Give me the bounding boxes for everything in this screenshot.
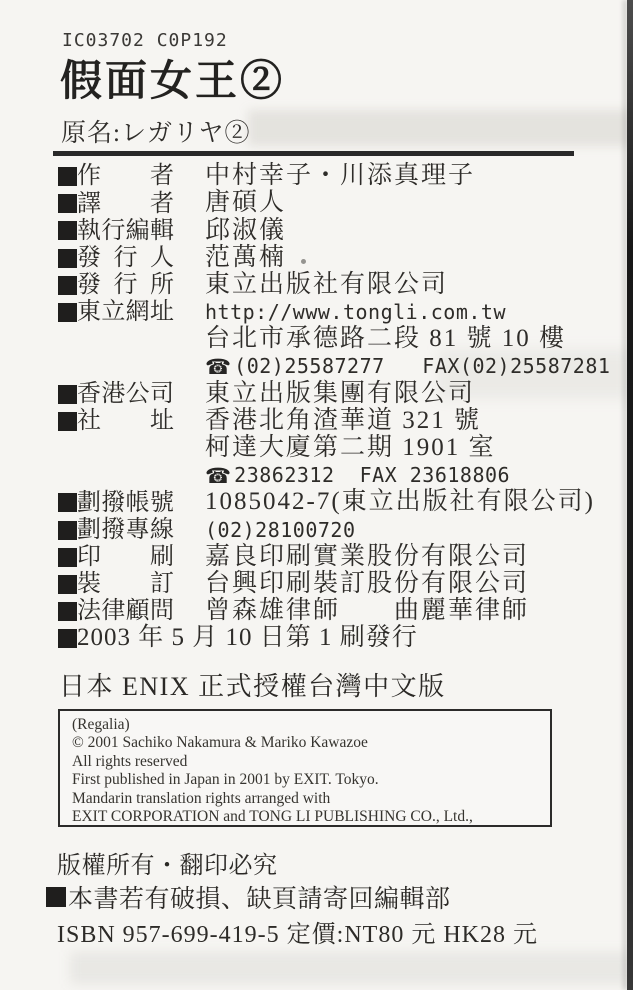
- credit-row: [58, 190, 610, 217]
- credit-row: [58, 326, 610, 353]
- credit-value: 東立出版社有限公司: [205, 270, 449, 298]
- credit-row: [58, 435, 610, 462]
- bullet-square-icon: [58, 602, 77, 621]
- credit-value: 1085042-7(東立出版社有限公司): [205, 488, 595, 516]
- bullet-square-icon: [58, 629, 77, 648]
- bullet-square-icon: [58, 167, 77, 186]
- credit-value: 中村幸子・川添真理子: [205, 162, 476, 190]
- credit-label: 印刷: [77, 544, 174, 571]
- damage-notice-row: [46, 879, 451, 915]
- bullet-square-icon: [58, 249, 77, 268]
- bullet-square-icon: [58, 303, 77, 322]
- credit-label: 裝訂: [77, 571, 174, 598]
- credit-row: [58, 625, 610, 652]
- credit-value: 2003 年 5 月 10 日第 1 刷發行: [77, 624, 418, 652]
- copyright-line: © 2001 Sachiko Nakamura & Mariko Kawazoe: [72, 734, 368, 752]
- credit-label: 香港公司: [77, 380, 174, 407]
- scan-smudge-artifact: [70, 952, 630, 984]
- credit-row: [58, 381, 610, 408]
- copyright-box: [58, 709, 552, 827]
- credit-label: 發行人: [77, 244, 174, 271]
- phone-icon: ☎: [205, 463, 232, 488]
- credit-value: (02)28100720: [205, 517, 356, 542]
- bullet-square-icon: [58, 276, 77, 295]
- credit-row: [58, 598, 610, 625]
- credit-value: 台興印刷裝訂股份有限公司: [205, 570, 530, 598]
- damage-notice: 本書若有破損、缺頁請寄回編輯部: [68, 886, 451, 913]
- credit-value: 23862312 FAX 23618806: [234, 463, 511, 488]
- credit-label: 法律顧問: [77, 598, 174, 625]
- credit-row: [58, 353, 610, 380]
- bullet-square-icon: [58, 385, 77, 404]
- credit-value: http://www.tongli.com.tw: [205, 300, 506, 325]
- bullet-square-icon: [58, 194, 77, 213]
- book-title: 假面女王②: [60, 59, 286, 105]
- scan-smudge-artifact: [248, 110, 630, 146]
- copyright-line: (Regalia): [72, 716, 130, 733]
- credit-value: 唐碩人: [205, 189, 287, 217]
- page-edge-shadow: [627, 0, 633, 990]
- credit-value: 嘉良印刷實業股份有限公司: [205, 542, 530, 570]
- credit-value: 東立出版集團有限公司: [205, 379, 476, 407]
- credit-row: [58, 516, 610, 543]
- credit-label: 作者: [77, 163, 174, 190]
- rights-reserved-line: 版權所有・翻印必究: [57, 853, 278, 879]
- bullet-spacer: [58, 357, 77, 376]
- credit-label: [77, 366, 174, 367]
- credit-row: [58, 163, 610, 190]
- copyright-line: First published in Japan in 2001 by EXIT. Tokyo.: [72, 771, 379, 789]
- credit-label: [77, 475, 174, 476]
- bullet-spacer: [58, 466, 77, 485]
- credit-row: [58, 217, 610, 244]
- credit-row: [58, 571, 610, 598]
- credit-label: 社址: [77, 408, 174, 435]
- credit-value: 邱淑儀: [205, 216, 287, 244]
- product-code: IC03702 C0P192: [62, 30, 228, 51]
- bullet-square-icon: [46, 887, 66, 907]
- credit-row: [58, 272, 610, 299]
- credit-row: [58, 489, 610, 516]
- credit-row: [58, 544, 610, 571]
- bullet-square-icon: [58, 412, 77, 431]
- copyright-line: EXIT CORPORATION and TONG LI PUBLISHING CO., Ltd.,: [72, 808, 473, 826]
- credit-value: 香港北角渣華道 321 號: [205, 406, 482, 434]
- credit-label: 發行所: [77, 272, 174, 299]
- credit-label: [77, 448, 174, 449]
- credit-value: 范萬楠: [205, 243, 287, 271]
- credit-row: [58, 462, 610, 489]
- copyright-line: Mandarin translation rights arranged with: [72, 789, 331, 807]
- divider-rule: [53, 151, 574, 156]
- credit-label: 執行編輯: [77, 217, 174, 244]
- credit-row: [58, 408, 610, 435]
- credit-label: 東立網址: [77, 299, 174, 326]
- phone-icon: ☎: [205, 354, 232, 379]
- bullet-square-icon: [58, 521, 77, 540]
- isbn-price-line: ISBN 957-699-419-5 定價:NT80 元 HK28 元: [57, 922, 538, 948]
- page-edge-shadow: [623, 0, 627, 990]
- bullet-square-icon: [58, 221, 77, 240]
- credit-row: [58, 245, 610, 272]
- credit-row: [58, 299, 610, 326]
- credits-list: [58, 163, 610, 652]
- credit-value: 曾森雄律師 曲麗華律師: [205, 597, 530, 625]
- original-title: 原名:レガリヤ②: [61, 120, 251, 147]
- credit-value: 柯達大廈第二期 1901 室: [205, 434, 496, 462]
- credit-label: [77, 339, 174, 340]
- copyright-line: All rights reserved: [72, 752, 188, 770]
- bullet-square-icon: [58, 548, 77, 567]
- license-statement: 日本 ENIX 正式授權台灣中文版: [59, 672, 446, 701]
- bullet-square-icon: [58, 575, 77, 594]
- credit-value: 台北市承德路二段 81 號 10 樓: [205, 325, 567, 353]
- credit-label: 劃撥帳號: [77, 489, 174, 516]
- credit-label: 劃撥專線: [77, 516, 174, 543]
- credit-label: 譯者: [77, 190, 174, 217]
- bullet-spacer: [58, 439, 77, 458]
- credit-value: (02)25587277 FAX(02)25587281: [234, 354, 611, 379]
- bullet-spacer: [58, 330, 77, 349]
- bullet-square-icon: [58, 493, 77, 512]
